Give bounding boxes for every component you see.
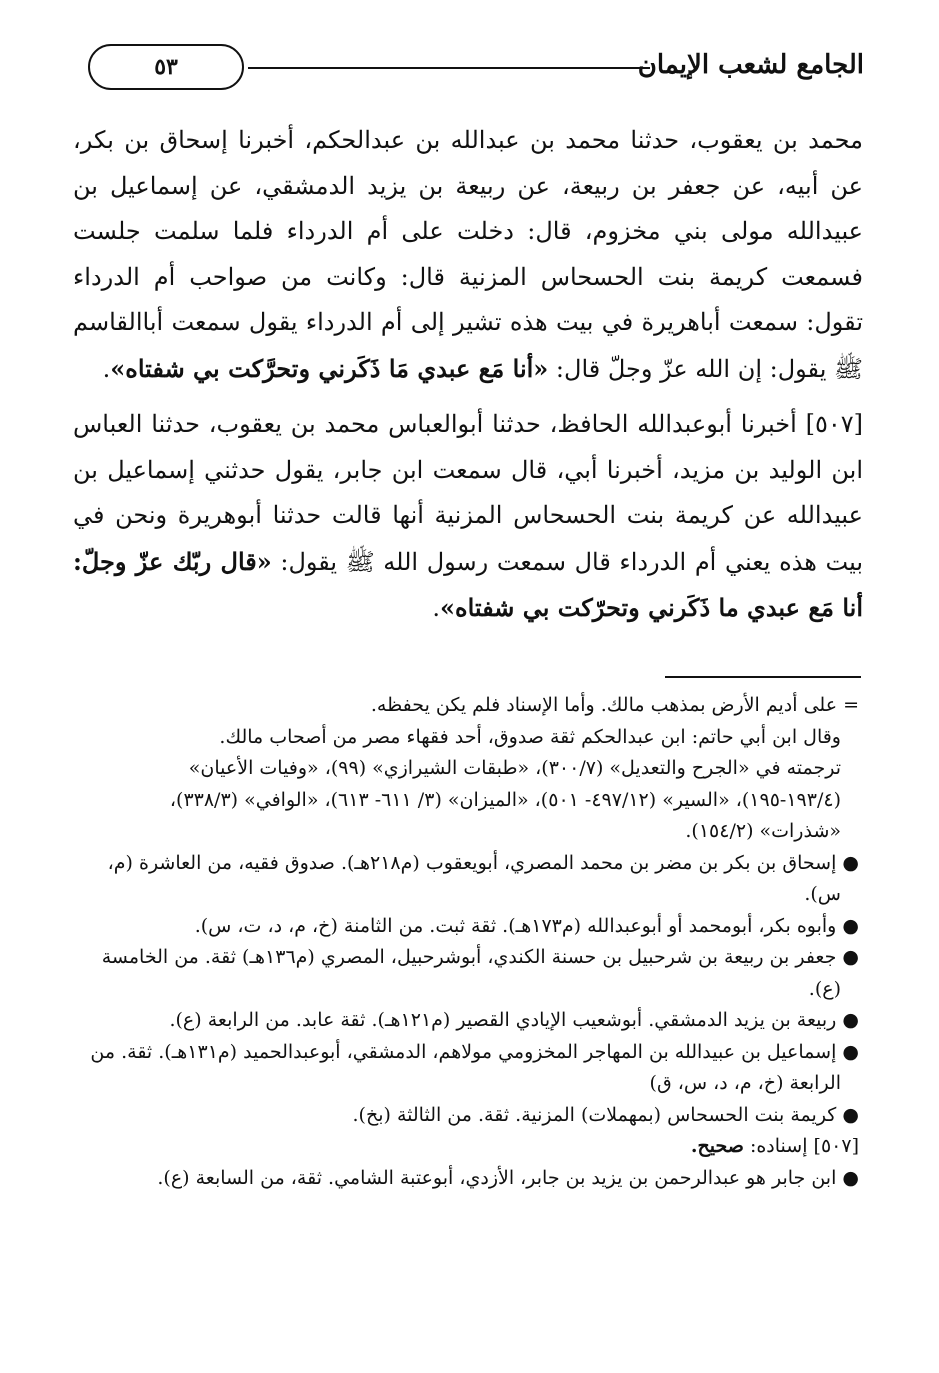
footnote-narrator [89,911,859,943]
footnote-narrator [89,1100,859,1132]
footnote-narrator-text: إسماعيل بن عبيدالله بن المهاجر المخزومي مولاهم، الدمشقي، أبوعبدالحميد (م١٣١هـ). ثقة. من الرابعة (خ، م، د، س، ق) [90,1040,841,1094]
hadith-506-paragraph [73,118,863,392]
bullet-icon: ● [842,1009,859,1031]
bullet-icon: ● [842,914,859,937]
footnote-line: ترجمته في «الجرح والتعديل» (٣٠٠/٧)، «طبقات الشيرازي» (٩٩)، «وفيات الأعيان» (١٩٣/٤-١٩٥)، «السير» (٤٩٧/١٢- ٥٠١)، «الميزان» (٣/ ٦١١- ٦١٣)، «الوافي» (٣٣٨/٣)، «شذرات» (١٥٤/٢). [169,757,841,842]
bullet-icon: ● [842,946,859,968]
hadith-507-number: [٥٠٧] [805,410,863,438]
footnote-narrator [89,1037,859,1100]
page-number: ٥٣ [154,54,178,80]
isnad-grade: صحيح. [690,1135,744,1157]
footnote-narrator [89,1005,859,1037]
main-text [73,118,863,632]
footnote-narrator [89,848,859,911]
footnote-narrator-text: جعفر بن ربيعة بن شرحبيل بن حسنة الكندي، أبوشرحبيل، المصري (م١٣٦هـ) ثقة. من الخامسة (ع). [101,946,841,1000]
hadith-507-chain: أخبرنا أبوعبدالله الحافظ، حدثنا أبوالعباس محمد بن يعقوب، حدثنا العباس ابن الوليد بن مزيد، أخبرنا أبي، قال سمعت ابن جابر، يقول حدثني إسماعيل بن عبيدالله عن كريمة بنت الحسحاس المزنية أنها قالت حدثنا أبوهريرة ونحن في بيت هذه يعني أم الدرداء قال سمعت رسول الله ﷺ يقول: [73,410,863,576]
hadith-506-chain: محمد بن يعقوب، حدثنا محمد بن عبدالله بن عبدالحكم، أخبرنا إسحاق بن بكر، عن أبيه، عن جعفر بن ربيعة، عن ربيعة بن يزيد الدمشقي، عن إسماعيل بن عبيدالله مولى بني مخزوم، قال: دخلت على أم الدرداء فلما سلمت جلست فسمعت كريمة بنت الحسحاس المزنية قال: وكانت من صواحب أم الدرداء تقول: سمعت أباهريرة في بيت هذه تشير إلى أم الدرداء يقول سمعت أباالقاسم ﷺ يقول: إن الله عزّ وجلّ قال: [73,126,864,383]
bullet-icon: ● [842,1040,859,1063]
isnad-label: [٥٠٧] إسناده: [749,1135,859,1157]
footnote-narrator-text: إسحاق بن بكر بن مضر بن محمد المصري، أبويعقوب (م٢١٨هـ). صدوق فقيه، من العاشرة (م، س). [107,851,841,905]
hadith-506-end: . [102,354,111,383]
footnote-narrator [89,1163,859,1195]
hadith-507-quote: «قال ربّك عزّ وجلّ: أنا مَع عبدي ما ذَكَرني وتحرّكت بي شفتاه» [73,546,863,622]
footnote-line: = على أديم الأرض بمذهب مالك. وأما الإسناد فلم يكن يحفظه. [370,694,859,716]
footnote-narrator-text: ابن جابر هو عبدالرحمن بن يزيد بن جابر، الأزدي، أبوعتبة الشامي. ثقة، من السابعة (ع). [157,1166,837,1189]
footnote-line: وقال ابن أبي حاتم: ابن عبدالحكم ثقة صدوق، أحد فقهاء مصر من أصحاب مالك. [219,725,841,748]
page-number-badge [88,44,244,90]
book-title: الجامع لشعب الإيمان [637,50,864,80]
footnotes [89,690,859,1194]
footnote-narrator-text: كريمة بنت الحسحاس (بمهملات) المزنية. ثقة. من الثالثة (بخ). [352,1103,837,1126]
footnote-narrator-text: وأبوه بكر، أبومحمد أو أبوعبدالله (م١٧٣هـ). ثقة ثبت. من الثامنة (خ، م، د، ت، س). [194,914,837,937]
footnote-separator [665,676,861,678]
footnote-isnad-grade [89,1131,859,1163]
hadith-507-end: . [432,594,440,622]
footnote-narrator [89,942,859,1005]
running-header [88,38,864,102]
bullet-icon: ● [842,1103,859,1126]
header-rule [248,67,650,69]
bullet-icon: ● [842,851,859,874]
footnote-narrator-text: ربيعة بن يزيد الدمشقي. أبوشعيب الإيادي القصير (م١٢١هـ). ثقة عابد. من الرابعة (ع). [169,1009,837,1031]
bullet-icon: ● [842,1166,859,1189]
hadith-507-paragraph [73,402,863,632]
hadith-506-quote: «أنا مَع عبدي مَا ذَكَرني وتحرَّكت بي شفتاه» [110,353,549,383]
